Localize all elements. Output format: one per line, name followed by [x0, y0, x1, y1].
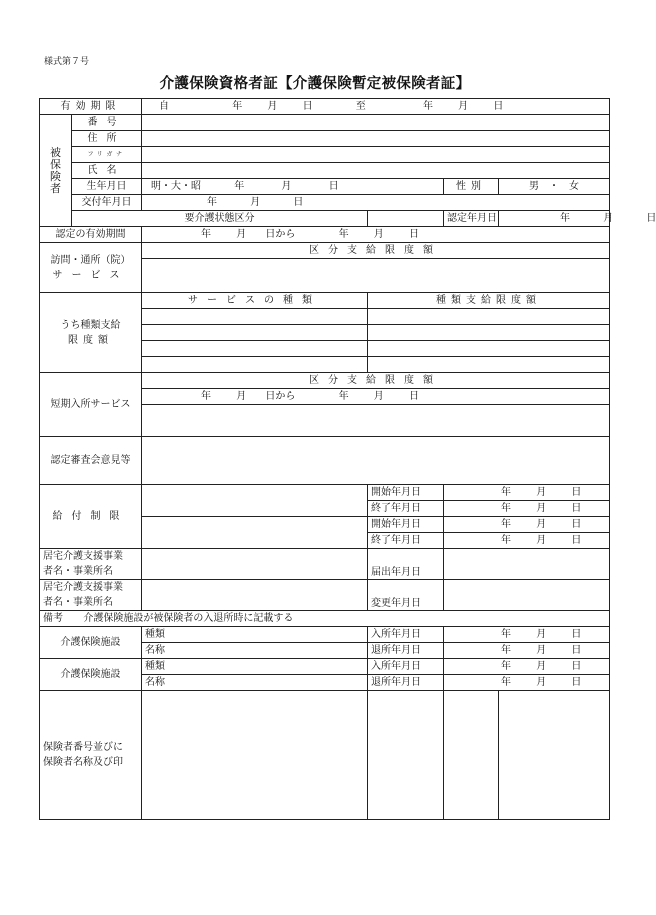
discharge-label: 退所年月日: [368, 675, 444, 691]
type-limit-header: 種類支給限度額: [368, 293, 610, 309]
insured-number-field[interactable]: [142, 115, 610, 131]
insurer-seal[interactable]: [499, 691, 610, 820]
insurer-field[interactable]: [368, 691, 444, 820]
facility-name[interactable]: 名称: [142, 675, 368, 691]
admission-date-field[interactable]: 年 月 日: [444, 659, 610, 675]
sex-label: 性別: [444, 179, 499, 195]
remarks-text: 介護保険施設が被保険者の入退所時に記載する: [83, 612, 294, 624]
benefit-limit-content[interactable]: [142, 485, 368, 517]
end-date-label: 終了年月日: [368, 501, 444, 517]
short-stay-limit-field[interactable]: [142, 405, 610, 437]
care-support-field[interactable]: [142, 549, 368, 580]
certificate-form: [39, 98, 656, 820]
validity-label: 有効期限: [40, 99, 142, 115]
opinion-field[interactable]: [142, 437, 610, 485]
service-type-cell[interactable]: [142, 325, 368, 341]
validity-value[interactable]: 自 年 月 日 至 年 月 日: [142, 99, 610, 115]
admission-date-field[interactable]: 年 月 日: [444, 627, 610, 643]
insured-label: 被 保 険 者: [40, 115, 72, 227]
facility-label: 介護保険施設: [40, 659, 142, 691]
short-stay-period[interactable]: 年 月 日から 年 月 日: [142, 389, 610, 405]
care-level-field[interactable]: [368, 211, 444, 227]
issue-date-field[interactable]: 年 月 日: [142, 195, 610, 211]
care-support-label: 居宅介護支援事業 者名・事業所名: [40, 549, 142, 580]
home-service-limit-field[interactable]: [142, 259, 610, 293]
notify-date-label: 届出年月日: [368, 549, 444, 580]
notify-date-field[interactable]: [444, 549, 610, 580]
care-support-field[interactable]: [142, 580, 368, 611]
cert-period-field[interactable]: 年 月 日から 年 月 日: [142, 227, 610, 243]
validity-row: [40, 99, 610, 115]
home-service-label: 訪問・通所（院） サービス: [40, 243, 142, 293]
admission-label: 入所年月日: [368, 627, 444, 643]
cert-date-field[interactable]: 年 月 日: [499, 211, 610, 227]
cert-date-label: 認定年月日: [444, 211, 499, 227]
issue-date-label: 交付年月日: [72, 195, 142, 211]
opinion-label: 認定審査会意見等: [40, 437, 142, 485]
service-type-cell[interactable]: [142, 341, 368, 357]
insured-number-label: 番号: [72, 115, 142, 131]
remarks-row: [40, 611, 610, 627]
end-date-field[interactable]: 年 月 日: [444, 501, 610, 517]
home-service-limit-header: 区分支給限度額: [142, 243, 610, 259]
start-date-field[interactable]: 年 月 日: [444, 485, 610, 501]
page-title: 介護保険資格者証【介護保険暫定被保険者証】: [159, 75, 471, 92]
type-limit-cell[interactable]: [368, 341, 610, 357]
facility-name[interactable]: 名称: [142, 643, 368, 659]
type-limit-cell[interactable]: [368, 309, 610, 325]
insurer-label: 保険者番号並びに 保険者名称及び印: [40, 691, 142, 820]
discharge-date-field[interactable]: 年 月 日: [444, 675, 610, 691]
facility-type[interactable]: 種類: [142, 659, 368, 675]
facility-type[interactable]: 種類: [142, 627, 368, 643]
type-limit-label: うち種類支給 限度額: [40, 293, 142, 373]
type-limit-cell[interactable]: [368, 325, 610, 341]
form-number: 様式第７号: [44, 57, 90, 67]
short-stay-label: 短期入所サービス: [40, 373, 142, 437]
birthdate-label: 生年月日: [72, 179, 142, 195]
start-date-field[interactable]: 年 月 日: [444, 517, 610, 533]
service-type-cell[interactable]: [142, 309, 368, 325]
discharge-date-field[interactable]: 年 月 日: [444, 643, 610, 659]
service-type-header: サービスの種類: [142, 293, 368, 309]
start-date-label: 開始年月日: [368, 485, 444, 501]
service-type-cell[interactable]: [142, 357, 368, 373]
insurer-field[interactable]: [142, 691, 368, 820]
facility-label: 介護保険施設: [40, 627, 142, 659]
furigana-field[interactable]: [142, 147, 610, 163]
admission-label: 入所年月日: [368, 659, 444, 675]
type-limit-cell[interactable]: [368, 357, 610, 373]
cert-period-label: 認定の有効期間: [40, 227, 142, 243]
end-date-label: 終了年月日: [368, 533, 444, 549]
change-date-field[interactable]: [444, 580, 610, 611]
care-level-label: 要介護状態区分: [72, 211, 368, 227]
short-stay-limit-header: 区分支給限度額: [142, 373, 610, 389]
address-field[interactable]: [142, 131, 610, 147]
birthdate-field[interactable]: 明・大・昭 年 月 日: [142, 179, 444, 195]
benefit-limit-content[interactable]: [142, 517, 368, 549]
benefit-limit-label: 給付制限: [40, 485, 142, 549]
remarks-label: 備考: [43, 612, 63, 624]
insurer-field[interactable]: [444, 691, 499, 820]
address-label: 住所: [72, 131, 142, 147]
sex-options[interactable]: 男 ・ 女: [499, 179, 610, 195]
care-support-label: 居宅介護支援事業 者名・事業所名: [40, 580, 142, 611]
name-field[interactable]: [142, 163, 610, 179]
furigana-label: フリガナ: [72, 147, 142, 163]
discharge-label: 退所年月日: [368, 643, 444, 659]
name-label: 氏名: [72, 163, 142, 179]
start-date-label: 開始年月日: [368, 517, 444, 533]
change-date-label: 変更年月日: [368, 580, 444, 611]
end-date-field[interactable]: 年 月 日: [444, 533, 610, 549]
